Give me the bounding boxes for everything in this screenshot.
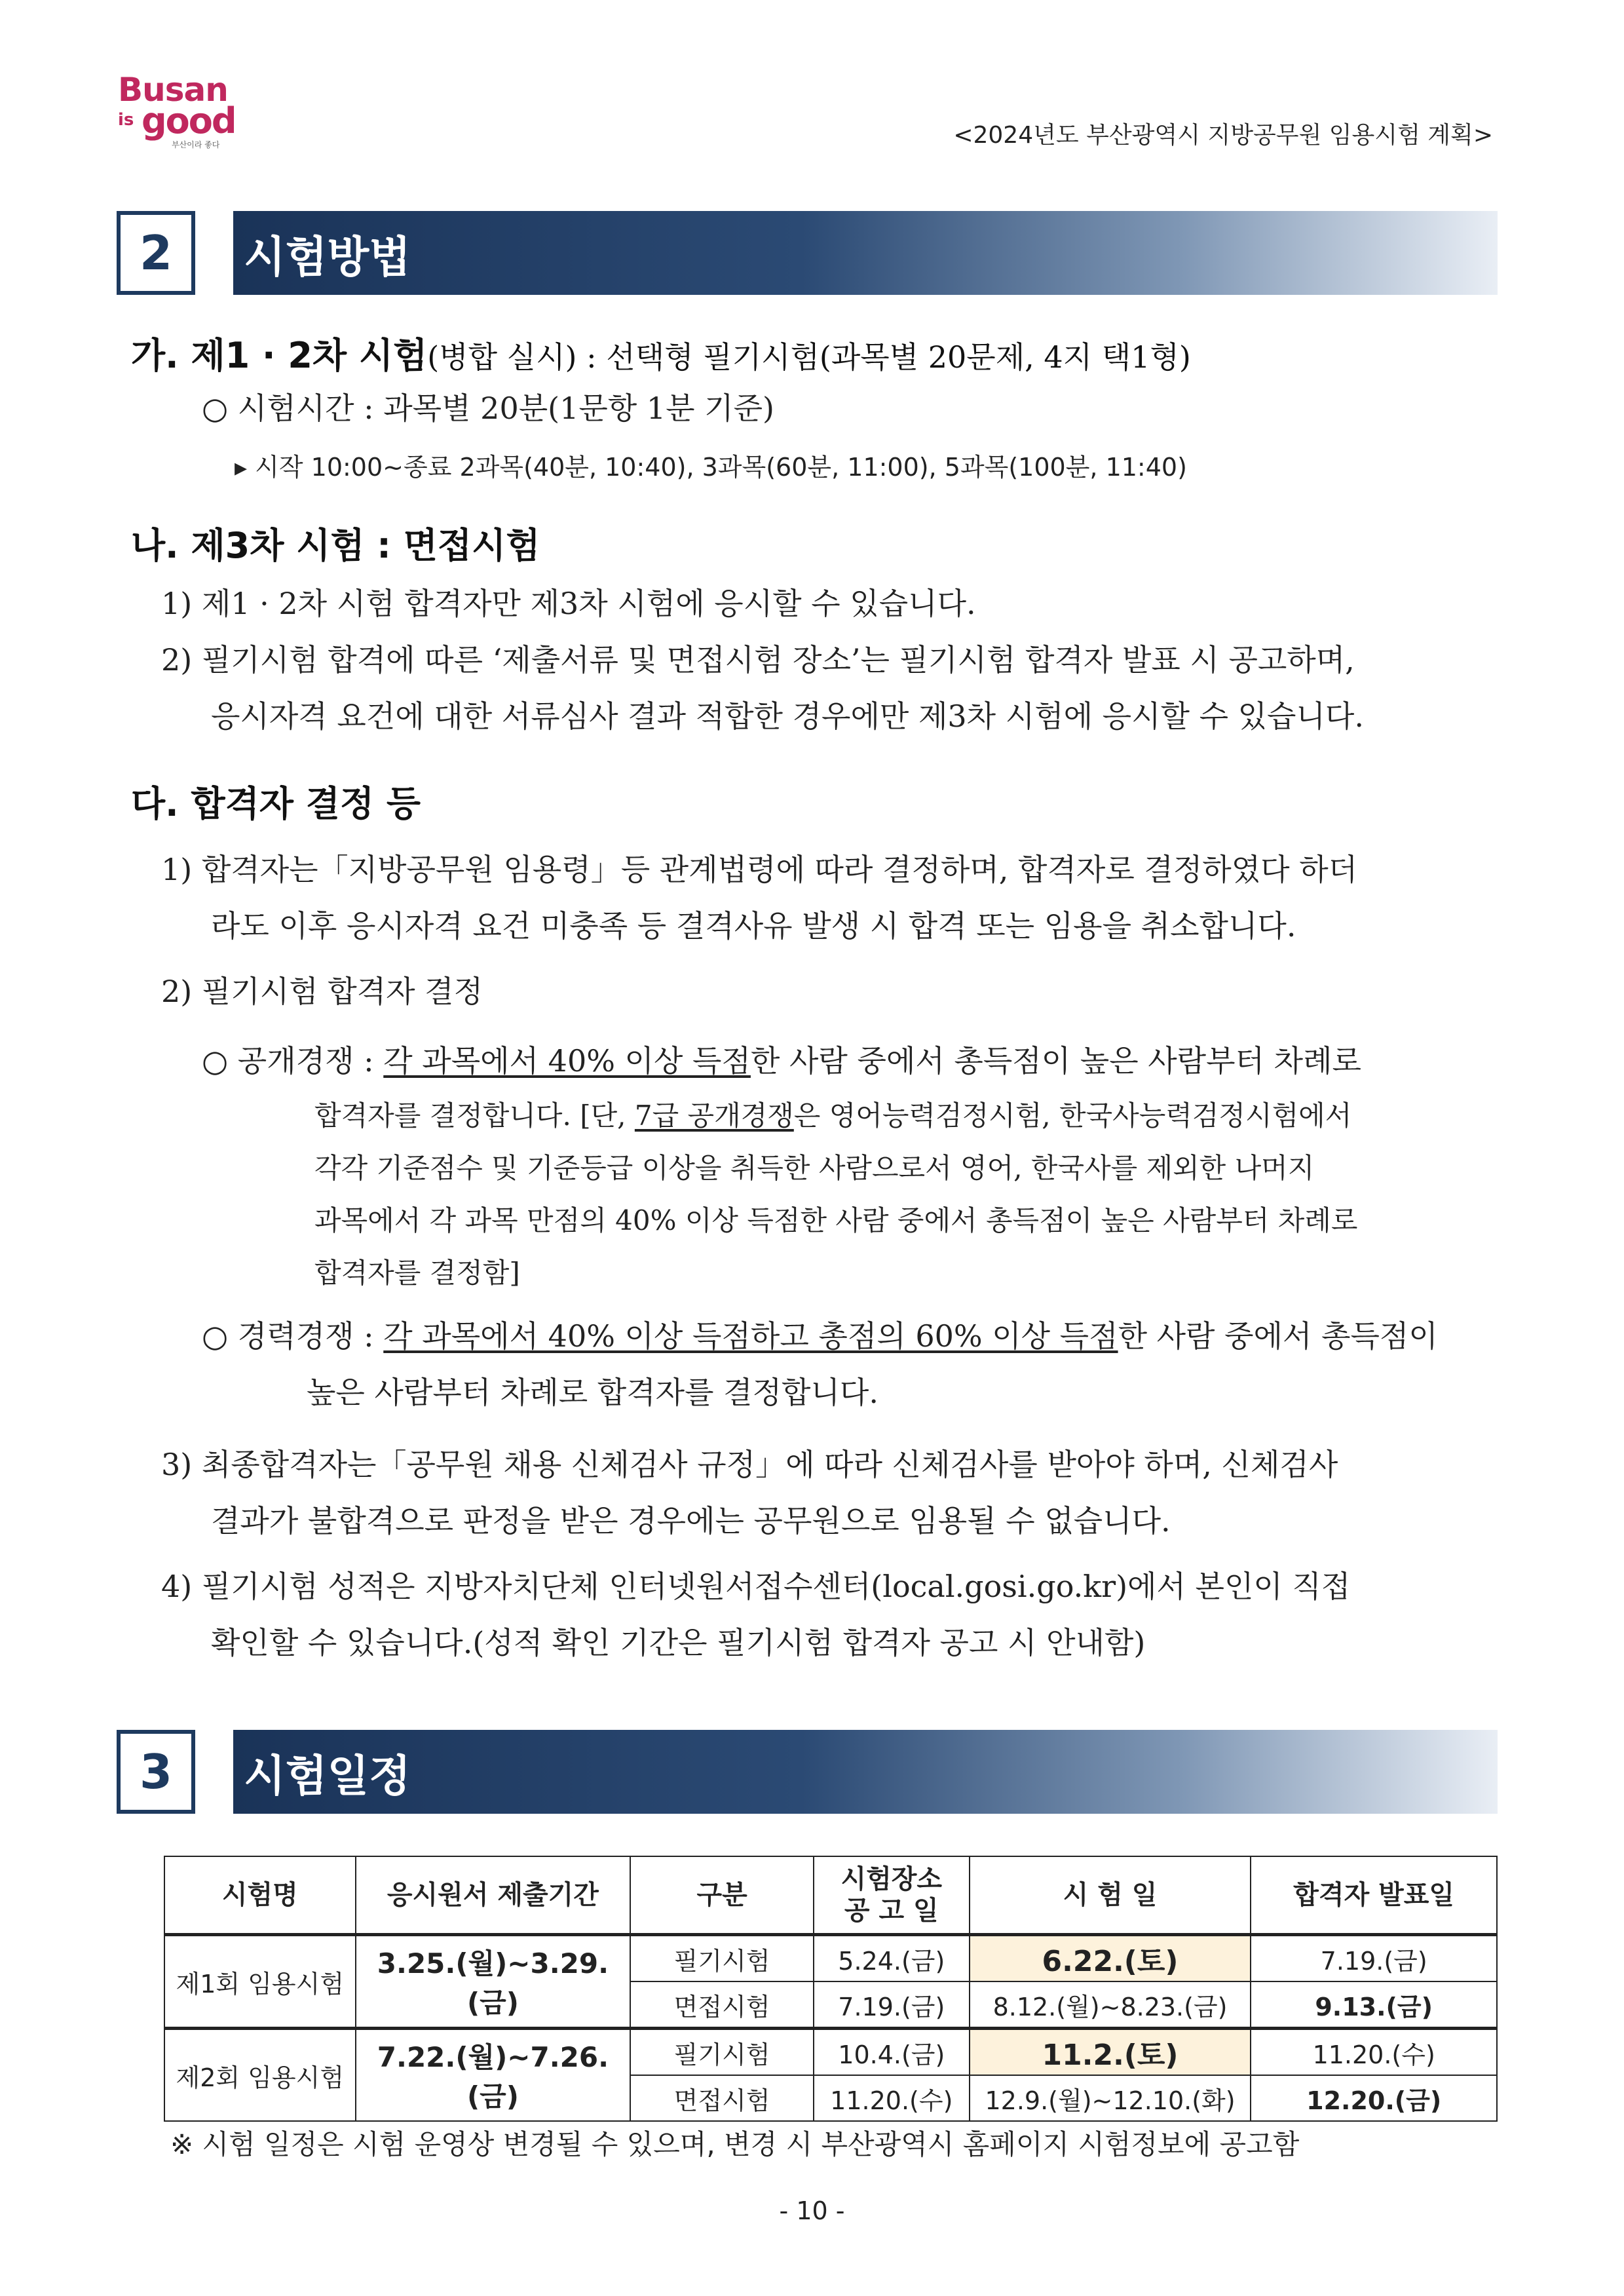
round-2-interview-venue: 11.20.(수): [814, 2075, 970, 2121]
header-application-period: 응시원서 제출기간: [356, 1856, 631, 1935]
table-header-row: [164, 1856, 1497, 1935]
career-competition-label: ○ 경력경쟁 :: [202, 1318, 384, 1354]
open-competition-line-2a: 합격자를 결정합니다. [단,: [314, 1100, 635, 1132]
da-item-2: 2) 필기시험 합격자 결정: [161, 974, 483, 1009]
subsection-da-heading: 다. 합격자 결정 등: [131, 783, 421, 824]
career-competition-criteria: 각 과목에서 40% 이상 득점하고 총점의 60% 이상 득점: [383, 1318, 1118, 1354]
career-competition-line-2: 높은 사람부터 차례로 합격자를 결정합니다.: [307, 1375, 878, 1410]
document-header-title: <2024년도 부산광역시 지방공무원 임용시험 계획>: [953, 122, 1493, 149]
header-type: 구분: [630, 1856, 814, 1935]
round-1-name: 제1회 임용시험: [164, 1935, 356, 2029]
section-2-title-bar: [233, 211, 1498, 295]
exam-time-detail: ▸ 시작 10:00~종료 2과목(40분, 10:40), 3과목(60분, 11:00), 5과목(100분, 11:40): [235, 453, 1187, 482]
round-1-period: 3.25.(월)~3.29.(금): [356, 1935, 631, 2029]
header-exam-date: 시 험 일: [970, 1856, 1251, 1935]
header-exam-name: 시험명: [164, 1856, 356, 1935]
table-row: [164, 2029, 1497, 2076]
round-1-written-type: 필기시험: [630, 1935, 814, 1982]
round-2-written-type: 필기시험: [630, 2029, 814, 2076]
subsection-ga: [131, 328, 1191, 378]
round-2-interview-type: 면접시험: [630, 2075, 814, 2121]
round-1-interview-type: 면접시험: [630, 1981, 814, 2029]
header-venue-notice-line-1: 시험장소: [840, 1864, 943, 1894]
da-item-1-line-2: 라도 이후 응시자격 요건 미충족 등 결격사유 발생 시 합격 또는 임용을 취소합니다.: [211, 908, 1296, 944]
round-1-interview-date: 8.12.(월)~8.23.(금): [970, 1981, 1251, 2029]
round-2-interview-result: 12.20.(금): [1251, 2075, 1497, 2121]
header-venue-notice-line-2: 공 고 일: [844, 1896, 939, 1926]
open-competition-line-3: 각각 기준점수 및 기준등급 이상을 취득한 사람으로서 영어, 한국사를 제외한 나머지: [314, 1152, 1315, 1184]
subsection-ga-description: (병합 실시) : 선택형 필기시험(과목별 20문제, 4지 택1형): [427, 339, 1191, 375]
open-competition-criteria: 각 과목에서 40% 이상 득점: [383, 1043, 751, 1079]
open-competition-line-2b: 은 영어능력검정시험, 한국사능력검정시험에서: [793, 1100, 1352, 1132]
logo-subtitle: 부산이라 좋다: [172, 140, 220, 149]
open-competition-line-4: 과목에서 각 과목 만점의 40% 이상 득점한 사람 중에서 총득점이 높은 사람부터 차례로: [314, 1204, 1358, 1236]
logo-busan-text: Busan: [118, 71, 228, 109]
subsection-ga-heading: 가. 제1 · 2차 시험: [131, 335, 428, 376]
da-item-3-line-2: 결과가 불합격으로 판정을 받은 경우에는 공무원으로 임용될 수 없습니다.: [211, 1503, 1171, 1539]
logo-is-text: is: [118, 110, 134, 130]
round-2-interview-date: 12.9.(월)~12.10.(화): [970, 2075, 1251, 2121]
schedule-change-note: ※ 시험 일정은 시험 운영상 변경될 수 있으며, 변경 시 부산광역시 홈페이지 시험정보에 공고함: [170, 2128, 1300, 2160]
na-item-1: 1) 제1 · 2차 시험 합격자만 제3차 시험에 응시할 수 있습니다.: [161, 586, 976, 621]
round-2-written-venue: 10.4.(금): [814, 2029, 970, 2076]
grade-7-open-competition: 7급 공개경쟁: [634, 1100, 794, 1132]
round-1-written-venue: 5.24.(금): [814, 1935, 970, 1982]
open-competition-line-1: [202, 1043, 1361, 1079]
round-1-written-date: 6.22.(토): [970, 1935, 1251, 1982]
da-item-4-line-1: 4) 필기시험 성적은 지방자치단체 인터넷원서접수센터(local.gosi.go.kr)에서 본인이 직접: [161, 1569, 1351, 1604]
open-competition-line-5: 합격자를 결정함]: [314, 1257, 520, 1289]
section-3-number-box: 3: [117, 1730, 195, 1814]
round-2-written-date: 11.2.(토): [970, 2029, 1251, 2076]
table-row: [164, 1935, 1497, 1982]
header-venue-notice: [814, 1856, 970, 1935]
open-competition-label: ○ 공개경쟁 :: [202, 1043, 384, 1079]
exam-schedule-table: [164, 1856, 1498, 2122]
round-1-interview-venue: 7.19.(금): [814, 1981, 970, 2029]
round-1-written-result: 7.19.(금): [1251, 1935, 1497, 1982]
career-competition-rest: 한 사람 중에서 총득점이: [1118, 1318, 1438, 1354]
header-result-date: 합격자 발표일: [1251, 1856, 1497, 1935]
open-competition-rest: 한 사람 중에서 총득점이 높은 사람부터 차례로: [750, 1043, 1361, 1079]
round-2-name: 제2회 임용시험: [164, 2029, 356, 2122]
na-item-2-line-2: 응시자격 요건에 대한 서류심사 결과 적합한 경우에만 제3차 시험에 응시할 수 있습니다.: [211, 698, 1364, 734]
logo-good-text: good: [142, 100, 236, 142]
exam-time-line: ○ 시험시간 : 과목별 20분(1문항 1분 기준): [202, 391, 774, 426]
section-3-title-bar: [233, 1730, 1498, 1814]
round-2-period: 7.22.(월)~7.26.(금): [356, 2029, 631, 2122]
round-1-interview-result: 9.13.(금): [1251, 1981, 1497, 2029]
na-item-2-line-1: 2) 필기시험 합격에 따른 ‘제출서류 및 면접시험 장소’는 필기시험 합격자 발표 시 공고하며,: [161, 642, 1355, 678]
career-competition-line-1: [202, 1318, 1438, 1354]
da-item-1-line-1: 1) 합격자는「지방공무원 임용령」등 관계법령에 따라 결정하며, 합격자로 결정하였다 하더: [161, 852, 1358, 887]
subsection-na-heading: 나. 제3차 시험 : 면접시험: [131, 525, 540, 566]
open-competition-line-2: [314, 1100, 1351, 1132]
section-2-number-box: 2: [117, 211, 195, 295]
section-3-title: 시험일정: [244, 1750, 411, 1801]
section-2-title: 시험방법: [244, 231, 411, 282]
da-item-4-line-2: 확인할 수 있습니다.(성적 확인 기간은 필기시험 합격자 공고 시 안내함): [211, 1625, 1146, 1660]
round-2-written-result: 11.20.(수): [1251, 2029, 1497, 2076]
da-item-3-line-1: 3) 최종합격자는「공무원 채용 신체검사 규정」에 따라 신체검사를 받아야 하며, 신체검사: [161, 1447, 1338, 1482]
page-number: - 10 -: [779, 2196, 845, 2225]
